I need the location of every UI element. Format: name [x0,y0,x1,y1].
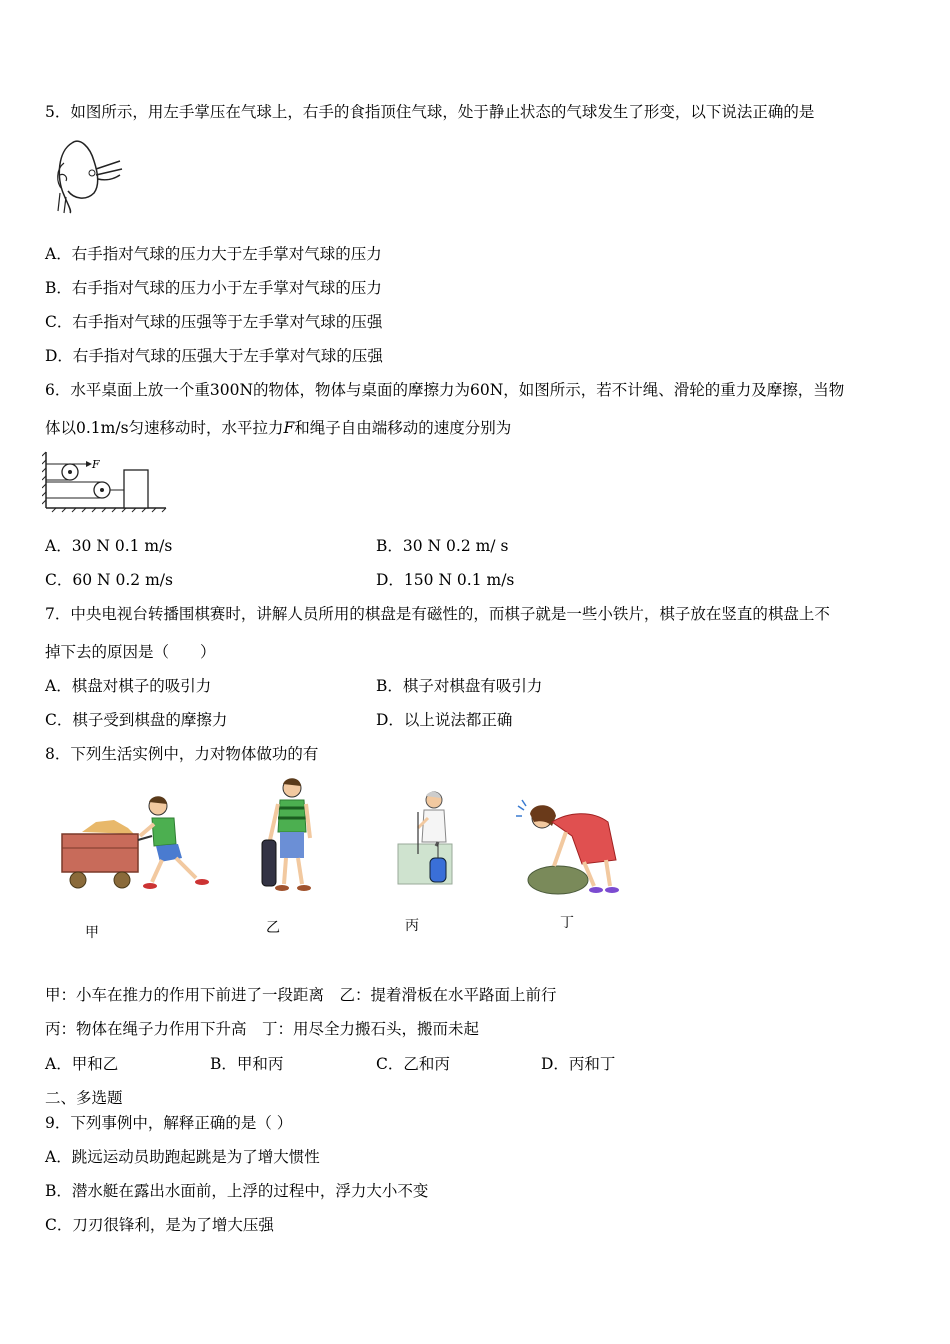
q8-option-c: C．乙和丙 [376,1055,450,1073]
q5-option-c: C．右手指对气球的压强等于左手掌对气球的压强 [45,313,383,331]
q8-option-d: D．丙和丁 [541,1055,616,1073]
q6-stem-line2-b: 和绳子自由端移动的速度分别为 [294,419,512,437]
figure-jia-pushing-cart [56,792,216,897]
q7-option-d: D．以上说法都正确 [376,711,513,729]
caption-jia: 甲 [85,925,99,941]
q7-option-c: C．棋子受到棋盘的摩擦力 [45,711,228,729]
q8-option-a: A．甲和乙 [45,1055,119,1073]
q9-option-c: C．刀刃很锋利，是为了增大压强 [45,1216,274,1234]
q6-stem-line2 [45,418,511,438]
q9-stem: 9．下列事例中，解释正确的是（ ） [45,1114,293,1132]
q8-stem: 8．下列生活实例中，力对物体做功的有 [45,745,319,763]
q6-option-b: B．30 N 0.2 m/ s [376,537,509,555]
q6-option-c: C．60 N 0.2 m/s [45,571,173,589]
q8-option-b: B．甲和丙 [210,1055,284,1073]
caption-bing: 丙 [405,918,419,934]
figure-bing-lifting-object [394,788,456,888]
q7-stem-line2: 掉下去的原因是（ ） [45,643,216,661]
q6-stem-line1: 6．水平桌面上放一个重300N的物体，物体与桌面的摩擦力为60N，如图所示，若不计绳、滑轮的重力及摩擦，当物 [45,381,845,399]
q6-option-a: A．30 N 0.1 m/s [45,537,173,555]
q6-force-symbol: F [283,419,295,437]
pulley-f-label: F [92,458,100,471]
q7-stem-line1: 7．中央电视台转播围棋赛时，讲解人员所用的棋盘是有磁性的，而棋子就是一些小铁片，棋子放在竖直的棋盘上不 [45,605,830,623]
q5-stem: 5．如图所示，用左手掌压在气球上，右手的食指顶住气球，处于静止状态的气球发生了形变，以下说法正确的是 [45,103,815,121]
q8-desc-line2: 丙：物体在绳子力作用下升高 丁：用尽全力搬石头，搬而未起 [45,1020,480,1038]
q6-stem-line2-a: 体以0.1m/s匀速移动时，水平拉力 [45,419,284,437]
q8-desc-line1: 甲：小车在推力的作用下前进了一段距离 乙：提着滑板在水平路面上前行 [45,986,557,1004]
figure-ding-lifting-rock [512,796,624,896]
q5-option-d: D．右手指对气球的压强大于左手掌对气球的压强 [45,347,383,365]
figure-yi-carrying-skateboard [258,776,320,898]
balloon-figure [50,133,130,215]
q9-option-a: A．跳远运动员助跑起跳是为了增大惯性 [45,1148,320,1166]
q7-option-a: A．棋盘对棋子的吸引力 [45,677,212,695]
q7-option-b: B．棋子对棋盘有吸引力 [376,677,543,695]
q9-option-b: B．潜水艇在露出水面前，上浮的过程中，浮力大小不变 [45,1182,429,1200]
caption-ding: 丁 [560,915,574,931]
section-multiple-choice-title: 二、多选题 [45,1089,123,1107]
q5-option-a: A．右手指对气球的压力大于左手掌对气球的压力 [45,245,382,263]
q5-option-b: B．右手指对气球的压力小于左手掌对气球的压力 [45,279,382,297]
pulley-figure [42,450,170,516]
q6-option-d: D．150 N 0.1 m/s [376,571,515,589]
caption-yi: 乙 [266,920,280,936]
